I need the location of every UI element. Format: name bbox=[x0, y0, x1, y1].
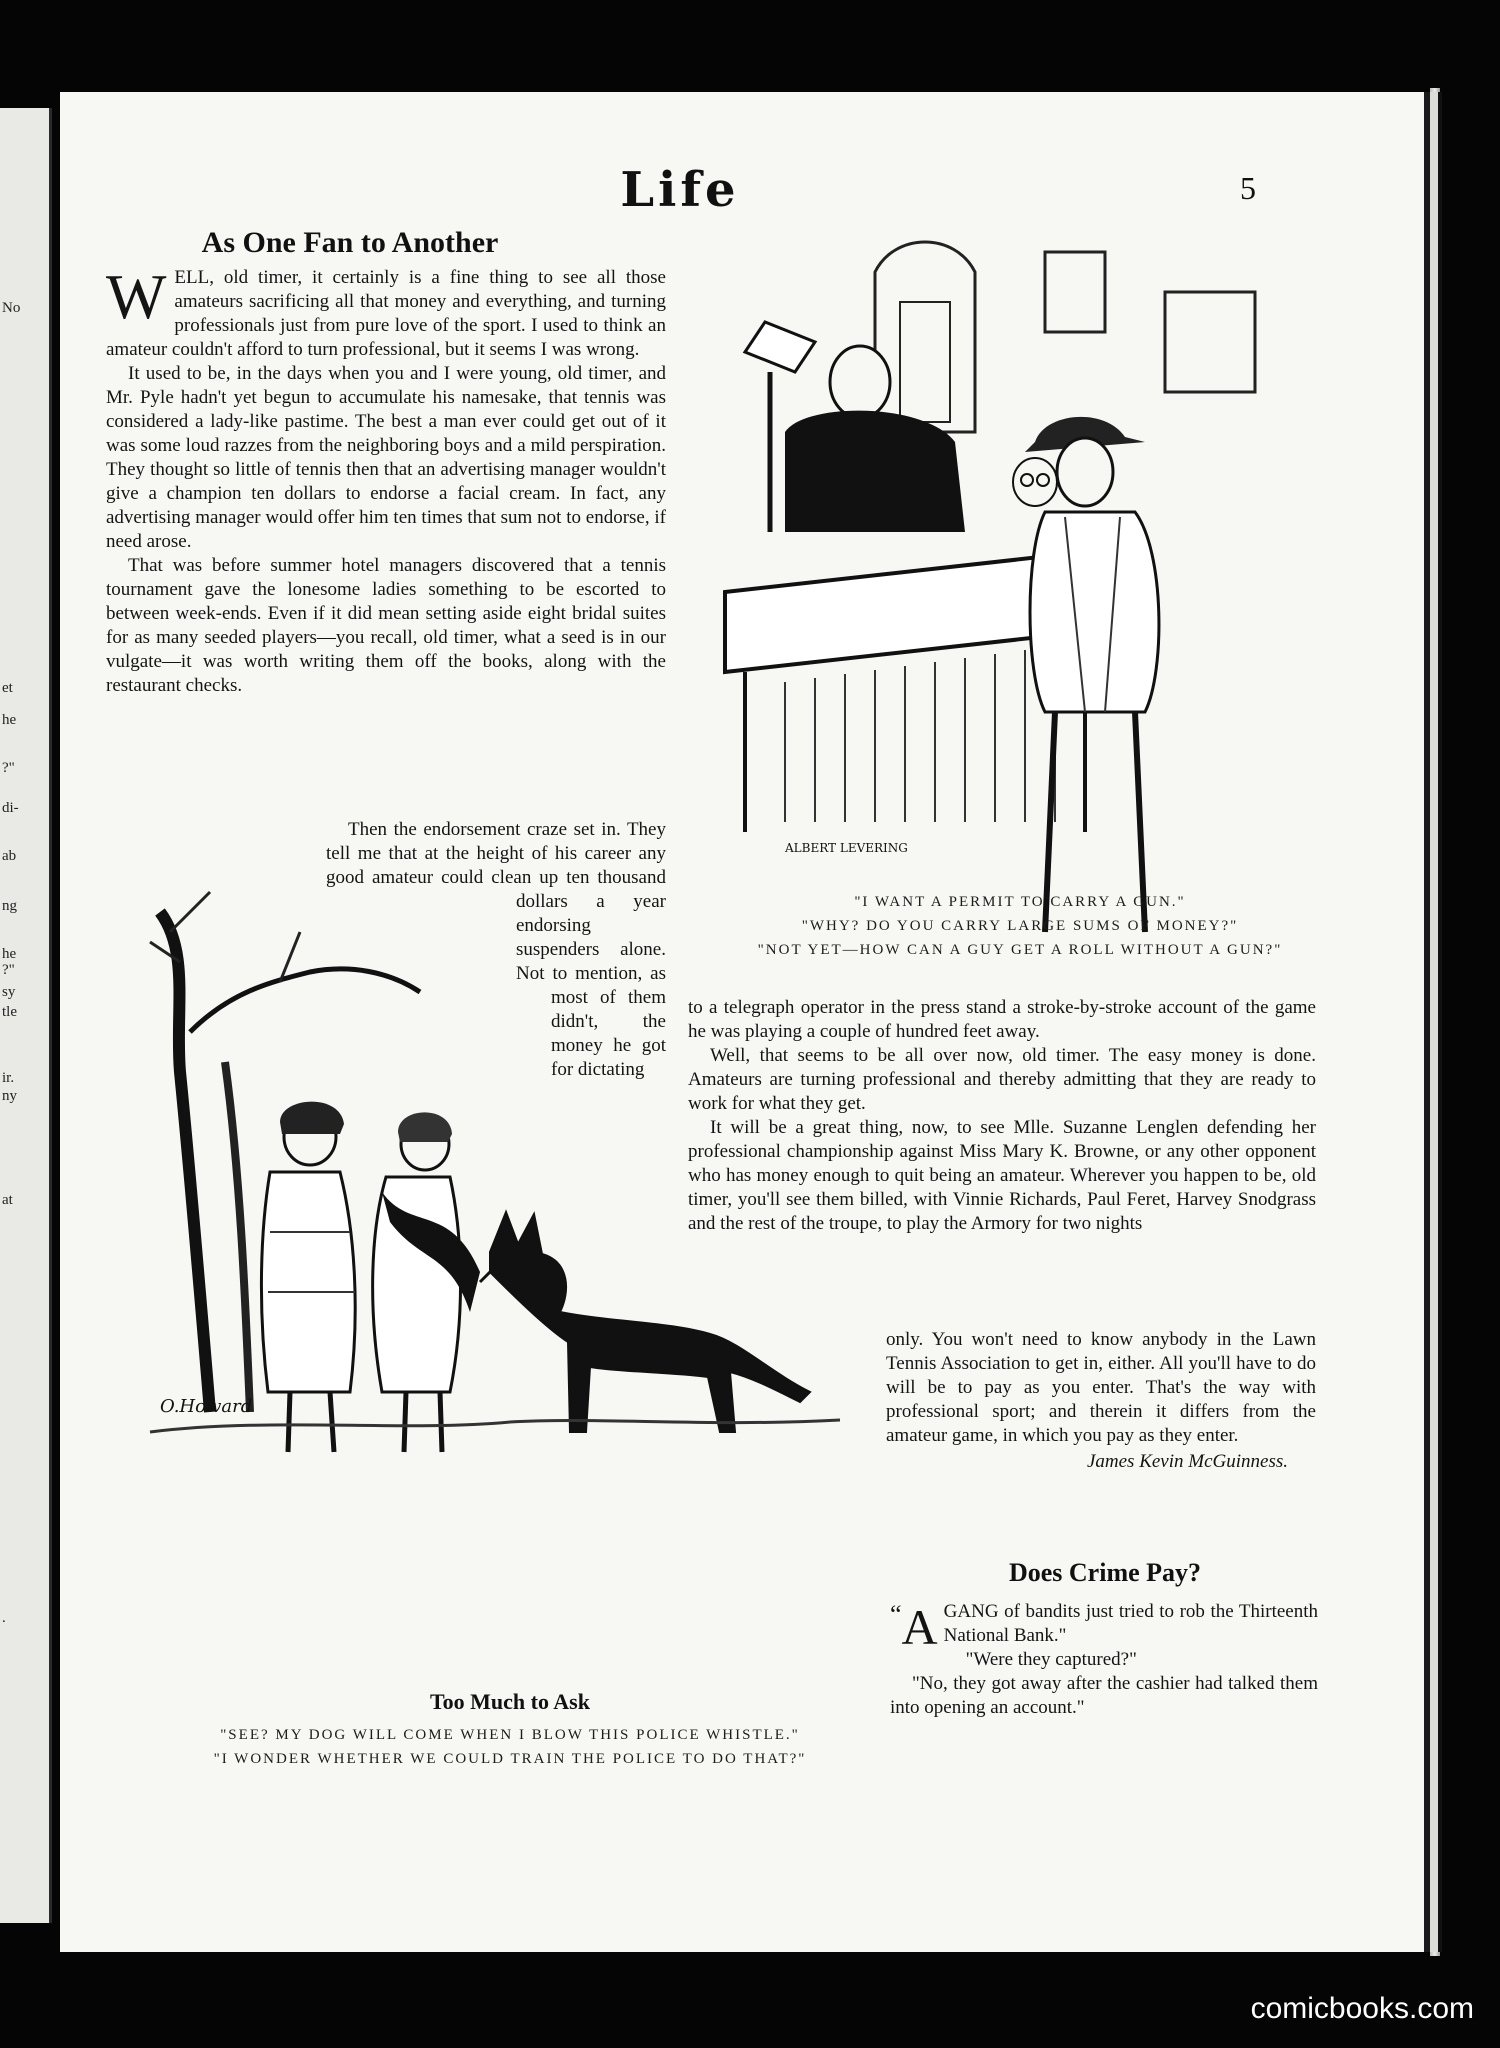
facing-page-text-fragment: ab bbox=[2, 848, 17, 864]
magazine-page bbox=[60, 92, 1424, 1952]
caption-line: "I WONDER WHETHER WE COULD TRAIN THE POLICE TO DO THAT?" bbox=[213, 1751, 807, 1767]
facing-page-text-fragment: ny bbox=[2, 1088, 17, 1104]
article-headline: Does Crime Pay? bbox=[1008, 1558, 1202, 1587]
article-paragraph: Then the endorsement craze set in. They tell me that at the height of his career any good amateur could clean up ten thousand dollars a year endorsing suspenders alone. Not to mention, as most of them didn't, the money he got for dictating bbox=[326, 819, 666, 1080]
article-headline: As One Fan to Another bbox=[201, 226, 499, 259]
facing-page-edge bbox=[0, 108, 52, 1923]
caption-line: "NOT YET—HOW CAN A GUY GET A ROLL WITHOUT A GUN?" bbox=[757, 942, 1283, 958]
article-paragraph: “ A GANG of bandits just tried to rob the Thirteenth National Bank." bbox=[890, 1599, 1318, 1655]
article-2-body bbox=[890, 1600, 1318, 1720]
byline: James Kevin McGuinness. bbox=[1086, 1451, 1288, 1472]
cartoon-title: Too Much to Ask bbox=[430, 1689, 590, 1714]
facing-page-text-fragment: et bbox=[2, 680, 13, 696]
page-number: 5 bbox=[1240, 170, 1256, 206]
caption-line: "WHY? DO YOU CARRY LARGE SUMS OF MONEY?" bbox=[801, 918, 1239, 934]
police-desk-illustration bbox=[725, 232, 1295, 855]
caption-line: "I WANT A PERMIT TO CARRY A GUN." bbox=[854, 894, 1186, 910]
article-paragraph: "Were they captured?" bbox=[965, 1649, 1137, 1670]
facing-page-text-fragment: he bbox=[2, 946, 17, 962]
site-watermark: comicbooks.com bbox=[1250, 1992, 1474, 2025]
article-column-2 bbox=[688, 996, 1316, 1236]
facing-page-text-fragment: No bbox=[2, 300, 21, 316]
article-paragraph: to a telegraph operator in the press stand a stroke-by-stroke account of the game he was playing a couple of hundred feet away. bbox=[688, 997, 1316, 1042]
facing-page-text-fragment: he bbox=[2, 712, 17, 728]
article-paragraph: only. You won't need to know anybody in the Lawn Tennis Association to get in, either. All you'll have to do will be to pay as you enter. That's the way with professional sport; and therein it differs from the amateur game, in which you pay as they enter. bbox=[886, 1329, 1316, 1446]
facing-page-text-fragment: di- bbox=[2, 800, 19, 816]
caption-line: "SEE? MY DOG WILL COME WHEN I BLOW THIS POLICE WHISTLE." bbox=[220, 1727, 800, 1743]
drop-cap: W bbox=[106, 261, 167, 332]
masthead: Life bbox=[620, 162, 740, 218]
facing-page-text-fragment: at bbox=[2, 1192, 13, 1208]
facing-page-text-fragment: ir. bbox=[2, 1070, 15, 1086]
article-paragraph: "No, they got away after the cashier had talked them into opening an account." bbox=[890, 1673, 1318, 1718]
drop-cap: A bbox=[901, 1599, 938, 1655]
article-paragraph: It used to be, in the days when you and I were young, old timer, and Mr. Pyle hadn't yet begun to accumulate his namesake, that tennis was considered a lady-like pastime. The best a man ever could get out of it was some loud razzes from the neighboring boys and a mild perspiration. They thought so little of tennis then that an advertising manager wouldn't give a champion ten dollars to endorse a facial cream. In fact, any advertising manager would offer him ten times that sum not to endorse, if need arose. bbox=[106, 363, 666, 552]
page-edge bbox=[1430, 88, 1440, 1956]
article-paragraph: Well, that seems to be all over now, old timer. The easy money is done. Amateurs are turning professional and thereby admitting that they are ready to work for what they get. bbox=[688, 1045, 1316, 1114]
article-paragraph: It will be a great thing, now, to see Mlle. Suzanne Lenglen defending her professional championship against Miss Mary K. Browne, or any other opponent who has money enough to quit being an amateur. Wherever you happen to be, old timer, you'll see them billed, with Vinnie Richards, Paul Feret, Harvey Snodgrass and the rest of the troupe, to play the Armory for two nights bbox=[688, 1117, 1316, 1234]
facing-page-text-fragment: sy bbox=[2, 984, 16, 1000]
article-column-2-continued bbox=[886, 1328, 1316, 1474]
facing-page-text-fragment: tle bbox=[2, 1004, 17, 1020]
bottom-cartoon-caption bbox=[150, 1689, 870, 1771]
article-column-1 bbox=[106, 261, 666, 698]
article-paragraph: That was before summer hotel managers discovered that a tennis tournament gave the lonesome ladies something to be escorted to between week-ends. Even if it did mean setting aside eight bridal suites for as many seeded players—you recall, old timer, what a seed is in our vulgate—it was worth writing them off the books, along with the restaurant checks. bbox=[106, 555, 666, 696]
facing-page-text-fragment: ?" bbox=[2, 760, 15, 776]
facing-page-text-fragment: ng bbox=[2, 898, 17, 914]
svg-text:O.Howard: O.Howard bbox=[160, 1396, 253, 1417]
facing-page-text-fragment: ?" bbox=[2, 962, 15, 978]
article-paragraph: WELL, old timer, it certainly is a fine thing to see all those amateurs sacrificing all that money and everything, and turning professionals just from pure love of the sport. I used to think an amateur couldn't afford to turn professional, but it seems I was wrong. bbox=[106, 261, 666, 360]
top-cartoon-caption bbox=[680, 890, 1360, 962]
facing-page-text-fragment: . bbox=[2, 1610, 6, 1626]
artist-signature: ALBERT LEVERING bbox=[785, 841, 908, 855]
